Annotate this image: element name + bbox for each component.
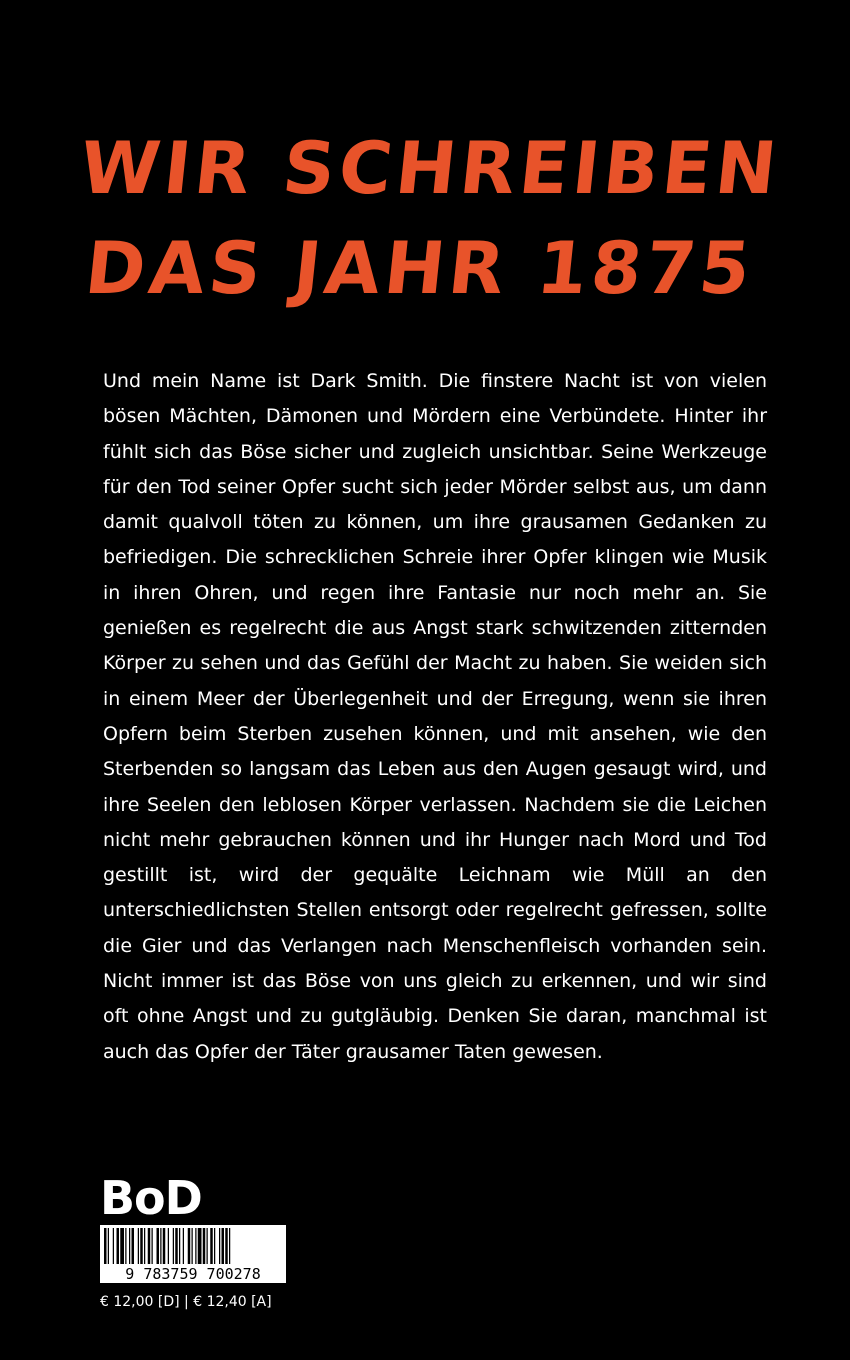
isbn-number: 9 783759 700278 <box>100 1266 286 1282</box>
barcode <box>100 1225 286 1283</box>
barcode-bar <box>148 1228 151 1264</box>
barcode-bar <box>140 1228 143 1264</box>
barcode-bars <box>104 1228 282 1264</box>
barcode-bar <box>179 1228 180 1264</box>
barcode-bar <box>195 1228 196 1264</box>
barcode-bar <box>163 1228 166 1264</box>
barcode-bar <box>157 1228 160 1264</box>
barcode-bar <box>192 1228 193 1264</box>
barcode-bar <box>144 1228 145 1264</box>
barcode-bar <box>120 1228 124 1264</box>
barcode-bar <box>175 1228 178 1264</box>
barcode-bar <box>222 1228 225 1264</box>
barcode-bar <box>183 1228 184 1264</box>
barcode-bar <box>188 1228 191 1264</box>
barcode-bar <box>210 1228 213 1264</box>
cover-title-line-2: DAS JAHR 1875 <box>81 226 759 310</box>
barcode-bar <box>152 1228 153 1264</box>
barcode-bar <box>125 1228 126 1264</box>
barcode-bar <box>108 1228 109 1264</box>
barcode-bar <box>203 1228 206 1264</box>
barcode-bar <box>225 1228 228 1264</box>
barcode-bar <box>104 1228 107 1264</box>
cover-title-line-1: WIR SCHREIBEN <box>76 126 785 210</box>
barcode-bar <box>229 1228 230 1264</box>
price-label: € 12,00 [D] | € 12,40 [A] <box>100 1294 272 1310</box>
barcode-bar <box>117 1228 120 1264</box>
barcode-bar <box>113 1228 114 1264</box>
barcode-bar <box>219 1228 220 1264</box>
barcode-bar <box>138 1228 139 1264</box>
barcode-bar <box>160 1228 161 1264</box>
cover-title <box>0 118 850 318</box>
barcode-bar <box>198 1228 202 1264</box>
back-cover-blurb: Und mein Name ist Dark Smith. Die finstere Nacht ist von vielen bösen Mächten, Dämonen und Mördern eine Verbündete. Hinter ihr fühlt sich das Böse sicher und zugleich unsichtbar. Seine Werkzeuge für den Tod seiner Opfer sucht sich jeder Mörder selbst aus, um dann damit qualvoll töten zu können, um ihre grausamen Gedanken zu befriedigen. Die schrecklichen Schreie ihrer Opfer klingen wie Musik in ihren Ohren, und regen ihre Fantasie nur noch mehr an. Sie genießen es regelrecht die aus Angst stark schwitzenden zitternden Körper zu sehen und das Gefühl der Macht zu haben. Sie weiden sich in einem Meer der Überlegenheit und der Erregung, wenn sie ihren Opfern beim Sterben zusehen können, und mit ansehen, wie den Sterbenden so langsam das Leben aus den Augen gesaugt wird, und ihre Seelen den leblosen Körper verlassen. Nachdem sie die Leichen nicht mehr gebrauchen können und ihr Hunger nach Mord und Tod gestillt ist, wird der gequälte Leichnam wie Müll an den unterschiedlichsten Stellen entsorgt oder regelrecht gefressen, sollte die Gier und das Verlangen nach Menschenfleisch vorhanden sein. Nicht immer ist das Böse von uns gleich zu erkennen, und wir sind oft ohne Angst und zu gutgläubig. Denken Sie daran, manchmal ist auch das Opfer der Täter grausamer Taten gewesen. <box>103 370 767 1063</box>
publisher-logo: BoD <box>100 1171 202 1225</box>
barcode-bar <box>168 1228 169 1264</box>
barcode-bar <box>214 1228 215 1264</box>
barcode-bar <box>132 1228 135 1264</box>
barcode-bar <box>207 1228 208 1264</box>
barcode-bar <box>129 1228 130 1264</box>
barcode-bar <box>173 1228 174 1264</box>
